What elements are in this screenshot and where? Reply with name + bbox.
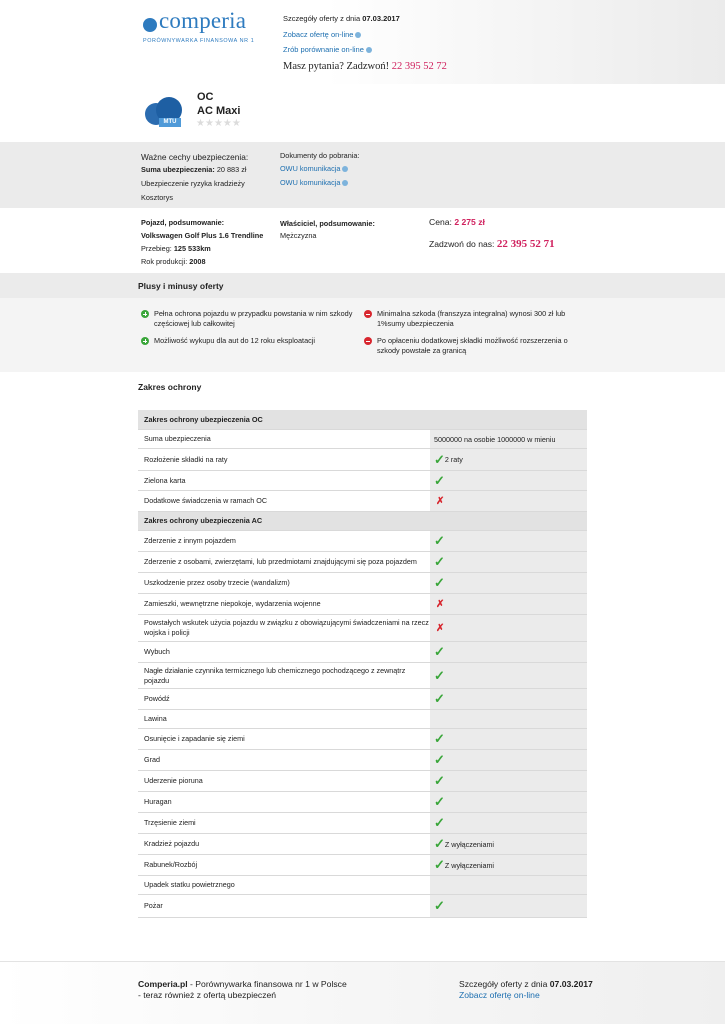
coverage-row-value: [430, 792, 587, 812]
coverage-row: [138, 813, 587, 834]
coverage-row-value: [430, 512, 587, 530]
pros-cons-band: [0, 298, 725, 372]
coverage-row-label: Dodatkowe świadczenia w ramach OC: [138, 491, 430, 511]
documents-title: Dokumenty do pobrania:: [280, 151, 360, 160]
pro-item: Pełna ochrona pojazdu w przypadku powstania w nim szkody częściowej lub całkowitej: [141, 309, 352, 329]
coverage-row-label: Zakres ochrony ubezpieczenia AC: [138, 512, 430, 530]
external-link-icon: [355, 32, 361, 38]
check-icon: ✓: [434, 752, 445, 767]
check-icon: ✓: [434, 773, 445, 788]
external-link-icon: [342, 166, 348, 172]
contact-phone[interactable]: 22 395 52 72: [391, 61, 447, 72]
coverage-row-value: [430, 594, 587, 614]
check-icon: ✓: [434, 836, 445, 851]
check-icon: ✓: [434, 667, 445, 683]
coverage-row-label: Kradzież pojazdu: [138, 834, 430, 854]
coverage-row: [138, 771, 587, 792]
vehicle-year: Rok produkcji: 2008: [141, 257, 206, 266]
pros-cons-title: Plusy i minusy oferty: [138, 281, 224, 291]
coverage-row-label: Upadek statku powietrznego: [138, 876, 430, 894]
features-band: [0, 142, 725, 208]
star-icon: ★: [204, 118, 214, 129]
coverage-row: [138, 471, 587, 491]
coverage-title: Zakres ochrony: [138, 382, 202, 392]
owner-summary-title: Właściciel, podsumowanie:: [280, 219, 375, 228]
star-icon: ★: [222, 118, 232, 129]
coverage-row-value: [430, 710, 587, 728]
plus-icon: [141, 337, 149, 345]
pro-item: Możliwość wykupu dla aut do 12 roku eksploatacji: [141, 336, 315, 346]
comperia-logo-mark: [143, 18, 157, 32]
coverage-section-header: [138, 512, 587, 531]
coverage-row-label: Uderzenie pioruna: [138, 771, 430, 791]
features-title: Ważne cechy ubezpieczenia:: [141, 152, 249, 162]
con-item: Po opłaceniu dodatkowej składki możliwość rozszerzenia o szkody powstałe za granicą: [364, 336, 568, 356]
coverage-row-value-text: 5000000 na osobie 1000000 w mieniu: [434, 434, 556, 444]
footer-brand[interactable]: Comperia.pl: [138, 979, 188, 989]
coverage-row-value-text: Z wyłączeniami: [444, 860, 495, 870]
check-icon: ✓: [434, 857, 445, 872]
coverage-row-value: [430, 876, 587, 894]
coverage-row-label: Wybuch: [138, 642, 430, 662]
check-icon: ✓: [434, 451, 445, 467]
coverage-row: [138, 573, 587, 594]
coverage-row: [138, 491, 587, 512]
coverage-row-label: Zderzenie z osobami, zwierzętami, lub przedmiotami znajdującymi się poza pojazdem: [138, 552, 430, 572]
coverage-row-value: [430, 410, 587, 429]
star-icon: ★: [196, 118, 205, 129]
check-icon: ✓: [434, 554, 445, 569]
coverage-row-value: [430, 750, 587, 770]
footer-offer-date: Szczegóły oferty z dnia 07.03.2017: [459, 979, 593, 989]
star-icon: ★: [231, 118, 241, 129]
coverage-row-value: [430, 729, 587, 749]
coverage-row: [138, 552, 587, 573]
footer-tagline: Comperia.pl - Porównywarka finansowa nr 1 w Polsce: [138, 979, 347, 989]
vehicle-summary-title: Pojazd, podsumowanie:: [141, 218, 225, 227]
coverage-row: [138, 531, 587, 552]
coverage-row: [138, 834, 587, 855]
coverage-row-value: [430, 855, 587, 875]
product-line-2: AC Maxi: [197, 105, 241, 117]
compare-online-link[interactable]: Zrób porównanie on-line: [283, 45, 372, 54]
check-icon: ✓: [434, 644, 445, 659]
check-icon: ✓: [434, 472, 445, 488]
coverage-row: [138, 792, 587, 813]
coverage-row-value: [430, 491, 587, 511]
coverage-row: [138, 855, 587, 876]
coverage-row-label: Zamieszki, wewnętrzne niepokoje, wydarzenia wojenne: [138, 594, 430, 614]
minus-icon: [364, 337, 372, 345]
pros-cons-header-band: [0, 273, 725, 298]
coverage-row-label: Nagłe działanie czynnika termicznego lub chemicznego pochodzącego z zewnątrz pojazdu: [138, 663, 430, 688]
coverage-row-label: Trzęsienie ziemi: [138, 813, 430, 833]
cross-icon: ✗: [436, 495, 445, 507]
check-icon: ✓: [434, 815, 445, 830]
coverage-row: [138, 594, 587, 615]
check-icon: ✓: [434, 898, 445, 913]
coverage-row-label: Powódź: [138, 689, 430, 709]
coverage-row: [138, 710, 587, 729]
star-icon: ★: [213, 118, 223, 129]
see-offer-online-link[interactable]: Zobacz ofertę on-line: [283, 30, 361, 39]
comperia-logo-text: comperia: [159, 8, 247, 33]
coverage-row-label: Zakres ochrony ubezpieczenia OC: [138, 410, 430, 429]
coverage-row-value: [430, 834, 587, 854]
coverage-row: [138, 729, 587, 750]
coverage-row-label: Powstałych wskutek użycia pojazdu w związku z obowiązującymi świadczeniami na rzecz wojska i policji: [138, 615, 430, 641]
coverage-row-label: Zielona karta: [138, 471, 430, 490]
coverage-row: [138, 663, 587, 689]
vehicle-mileage: Przebieg: 125 533km: [141, 244, 211, 253]
document-link-2[interactable]: OWU komunikacja: [280, 176, 348, 190]
coverage-row-value-text: Z wyłączeniami: [444, 839, 495, 849]
coverage-row-value: [430, 531, 587, 551]
coverage-row: [138, 430, 587, 449]
coverage-row-value: [430, 771, 587, 791]
check-icon: ✓: [434, 533, 445, 548]
coverage-row-value: [430, 573, 587, 593]
coverage-row-value-text: 2 raty: [444, 455, 463, 464]
coverage-row-label: Zderzenie z innym pojazdem: [138, 531, 430, 551]
coverage-row-value: [430, 895, 587, 917]
offer-date: 07.03.2017: [362, 14, 400, 23]
call-us-phone[interactable]: 22 395 52 71: [496, 238, 555, 250]
footer-see-offer-online-link[interactable]: Zobacz ofertę on-line: [459, 990, 540, 1000]
owner-gender: Mężczyzna: [280, 231, 317, 240]
features-sum: Suma ubezpieczenia: 20 883 zł: [141, 165, 247, 174]
price-value: 2 275 zł: [454, 217, 485, 227]
coverage-row-value: [430, 689, 587, 709]
coverage-row-value: [430, 471, 587, 490]
cross-icon: ✗: [436, 598, 445, 610]
coverage-row-label: Suma ubezpieczenia: [138, 430, 430, 448]
con-item: Minimalna szkoda (franszyza integralna) wynosi 300 zł lub 1%sumy ubezpieczenia: [364, 309, 565, 329]
coverage-row: [138, 895, 587, 918]
coverage-row-label: Rabunek/Rozbój: [138, 855, 430, 875]
features-item-theft: Ubezpieczenie ryzyka kradzieży: [141, 179, 245, 188]
coverage-row-label: Huragan: [138, 792, 430, 812]
coverage-row: [138, 750, 587, 771]
vehicle-name: Volkswagen Golf Plus 1.6 Trendline: [141, 231, 264, 240]
external-link-icon: [342, 180, 348, 186]
coverage-row-label: Pożar: [138, 895, 430, 917]
coverage-row-value: [430, 642, 587, 662]
insurer-logo-text: MTU: [159, 118, 181, 127]
check-icon: ✓: [434, 731, 445, 746]
plus-icon: [141, 310, 149, 318]
rating-stars: [196, 118, 241, 129]
external-link-icon: [366, 47, 372, 53]
call-us: Zadzwoń do nas: 22 395 52 71: [429, 238, 555, 250]
footer-tagline-2: - teraz również z ofertą ubezpieczeń: [138, 990, 277, 1000]
check-icon: ✓: [434, 575, 445, 590]
cross-icon: ✗: [436, 622, 445, 634]
coverage-row: [138, 876, 587, 895]
coverage-row: [138, 449, 587, 471]
coverage-row-value: [430, 615, 587, 641]
coverage-row-label: Rozłożenie składki na raty: [138, 449, 430, 470]
check-icon: ✓: [434, 794, 445, 809]
check-icon: ✓: [434, 691, 445, 706]
document-link-1[interactable]: OWU komunikacja: [280, 162, 348, 176]
coverage-row-value: [430, 552, 587, 572]
coverage-row-value: [430, 430, 587, 448]
coverage-section-header: [138, 410, 587, 430]
price: Cena: 2 275 zł: [429, 217, 485, 227]
coverage-row-value: [430, 449, 587, 470]
coverage-row-value: [430, 813, 587, 833]
coverage-table: [138, 410, 587, 918]
coverage-row-label: Uszkodzenie przez osoby trzecie (wandalizm): [138, 573, 430, 593]
contact-question: Masz pytania? Zadzwoń! 22 395 52 72: [283, 61, 447, 72]
coverage-row-label: Osunięcie i zapadanie się ziemi: [138, 729, 430, 749]
page-footer: [0, 961, 725, 1024]
coverage-row: [138, 642, 587, 663]
minus-icon: [364, 310, 372, 318]
coverage-row: [138, 615, 587, 642]
offer-details-date: Szczegóły oferty z dnia 07.03.2017: [283, 14, 400, 23]
coverage-row-label: Grad: [138, 750, 430, 770]
coverage-row: [138, 689, 587, 710]
insurer-logo: [143, 97, 185, 129]
coverage-row-value: [430, 663, 587, 688]
comperia-logo-subtitle: PORÓWNYWARKA FINANSOWA NR 1: [143, 38, 255, 44]
product-line-1: OC: [197, 91, 214, 103]
features-item-estimate: Kosztorys: [141, 193, 174, 202]
coverage-row-label: Lawina: [138, 710, 430, 728]
